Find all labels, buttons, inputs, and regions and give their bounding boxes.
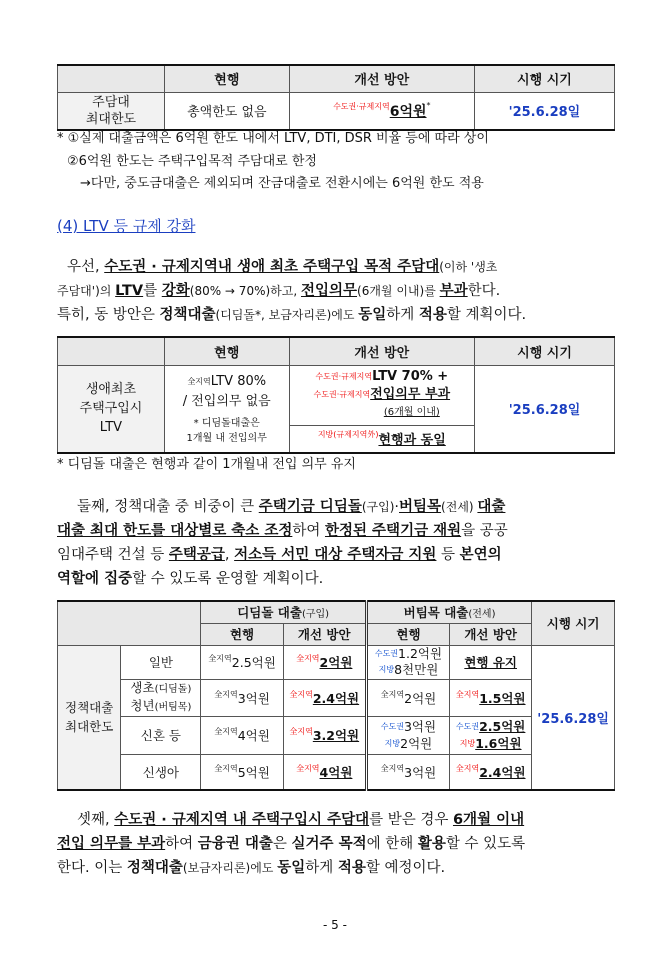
row-name: 신혼 등 <box>121 716 201 754</box>
paragraph-2: 둘째, 정책대출 중 비중이 큰 주택기금 디딤돌(구입)·버팀목(전세) 대출 대출 최대 한도를 대상별로 축소 조정하여 한정된 주택기금 재원을 공공 임대주택 건설 등 주택공급, 저소득 서민 대상 주택자금 지원 등 본연의 역할에 집중할 수 있도록 운영할 계획이다. <box>57 499 508 587</box>
header-plan: 개선 방안 <box>450 623 532 645</box>
header-blank <box>58 65 165 92</box>
effective-date: '25.6.28일 <box>475 365 615 453</box>
header-blank <box>58 337 165 365</box>
table-row: 신생아 $^{全지역}$5억원 $^{全지역}$4억원 $^{全지역}$3억원 $^{全지역}$2.4억원 <box>58 754 615 790</box>
plan-value: $^{수도권\cdot 규제지역}$6억원* <box>289 92 474 130</box>
row-name: 일반 <box>121 645 201 679</box>
note-line-1: * ①실제 대출금액은 6억원 한도 내에서 LTV, DTI, DSR 비율 등에 따라 상이 <box>57 131 489 146</box>
page-number: - 5 - <box>323 918 347 932</box>
note-line-2: ②6억원 한도는 주택구입목적 주담대로 한정 <box>67 154 317 169</box>
header-time: 시행 시기 <box>475 337 615 365</box>
plan-local: $^{지방(규제지역外)}$현행과 동일 <box>289 425 474 453</box>
header-beotim: 버팀목 대출(전세) <box>366 601 531 623</box>
row-label: 주담대 최대한도 <box>58 92 165 130</box>
header-time: 시행 시기 <box>532 601 615 645</box>
table-ltv-limit <box>57 64 615 131</box>
effective-date: '25.6.28일 <box>474 92 614 130</box>
paragraph-3: 셋째, 수도권 · 규제지역 내 주택구입시 주담대를 받은 경우 6개월 이내 전입 의무를 부과하여 금융권 대출은 실거주 목적에 한해 활용할 수 있도록 한다. 이는 정책대출(보금자리론)에도 동일하게 적용할 예정이다. <box>57 812 526 876</box>
header-plan: 개선 방안 <box>283 623 366 645</box>
plan-metro: $^{수도권\cdot 규제지역}$LTV 70% + $^{수도권\cdot 규제지역}$전입의무 부과 (6개월 이내) <box>289 365 474 425</box>
current-value: $^{全지역}$LTV 80% / 전입의무 없음 * 디딤돌대출은 1개월 내 전입의무 <box>164 365 289 453</box>
header-current: 현행 <box>164 65 289 92</box>
header-didim: 디딤돌 대출(구입) <box>201 601 366 623</box>
table-row: 신혼 등 $^{全지역}$4억원 $^{全지역}$3.2억원 $^{수도권}$3억원 $^{지방}$2억원 $^{수도권}$2.5억원 $^{지방}$1.6억원 <box>58 716 615 754</box>
note-didim: * 디딤돌 대출은 현행과 같이 1개월내 전입 의무 유지 <box>57 457 356 472</box>
header-plan: 개선 방안 <box>289 65 474 92</box>
table-first-home-ltv <box>57 336 615 454</box>
table-row: 정책대출 최대한도 일반 $^{全지역}$2.5억원 $^{全지역}$2억원 $^{수도권}$1.2억원 $^{지방}$8천만원 현행 유지 '25.6.28일 <box>58 645 615 679</box>
current-value: 총액한도 없음 <box>164 92 289 130</box>
row-label: 생애최초 주택구입시 LTV <box>58 365 165 453</box>
row-group-label: 정책대출 최대한도 <box>58 645 121 790</box>
header-time: 시행 시기 <box>474 65 614 92</box>
table-policy-loan-limits <box>57 600 615 791</box>
row-name: 생초(디딤돌) 청년(버팀목) <box>121 679 201 716</box>
paragraph-1: 우선, 수도권 · 규제지역내 생애 최초 주택구입 목적 주담대(이하 '생초 주담대')의 LTV를 강화(80% → 70%)하고, 전입의무(6개월 이내)를 부과한다. 특히, 동 방안은 정책대출(디딤돌*, 보금자리론)에도 동일하게 적용할 계획이다. <box>57 259 527 323</box>
note-line-3: →다만, 중도금대출은 제외되며 잔금대출로 전환시에는 6억원 한도 적용 <box>80 176 484 191</box>
row-name: 신생아 <box>121 754 201 790</box>
header-blank <box>58 601 201 645</box>
effective-date: '25.6.28일 <box>532 645 615 790</box>
section-heading: (4) LTV 등 규제 강화 <box>57 217 196 235</box>
header-current: 현행 <box>366 623 449 645</box>
header-plan: 개선 방안 <box>289 337 474 365</box>
header-current: 현행 <box>201 623 283 645</box>
table-row: 생초(디딤돌) 청년(버팀목) $^{全지역}$3억원 $^{全지역}$2.4억원 $^{全지역}$2억원 $^{全지역}$1.5억원 <box>58 679 615 716</box>
header-current: 현행 <box>164 337 289 365</box>
